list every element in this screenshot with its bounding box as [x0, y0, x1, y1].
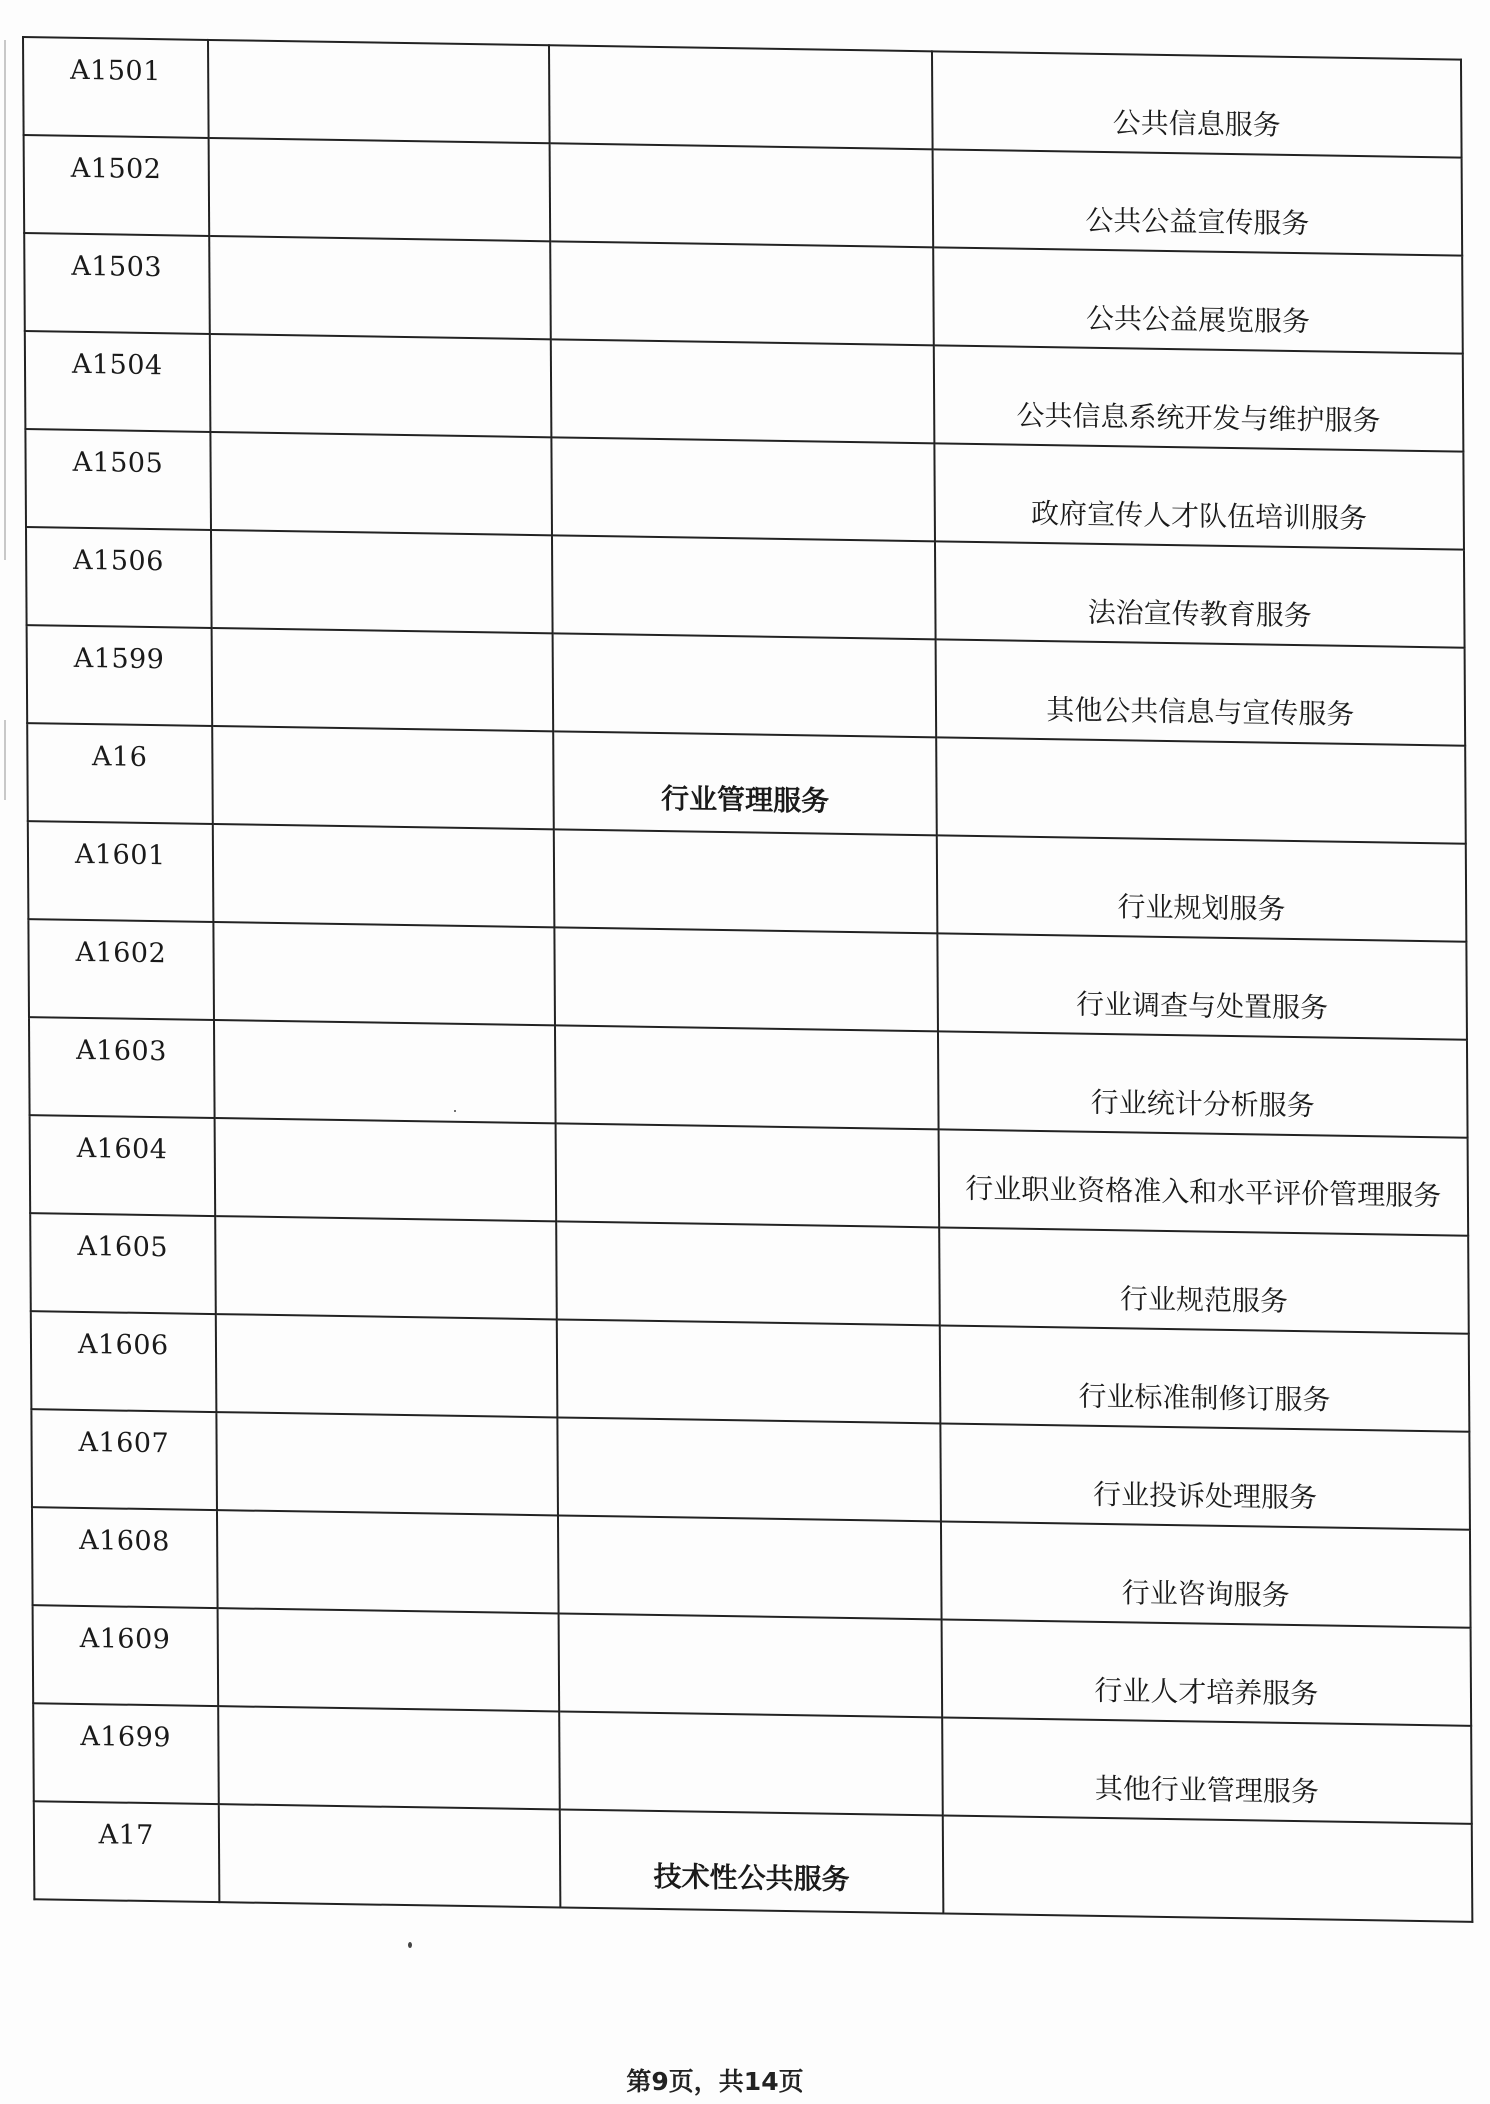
code-cell — [31, 1311, 216, 1412]
code-text: A1606 — [77, 1328, 169, 1361]
code-text: A1609 — [79, 1622, 171, 1655]
level2-cell — [552, 535, 935, 639]
level3-text: 其他公共信息与宣传服务 — [1046, 693, 1355, 731]
code-text: A1608 — [79, 1524, 170, 1557]
code-text: A1505 — [72, 446, 164, 479]
level2-cell — [555, 927, 938, 1031]
level3-cell — [933, 247, 1463, 353]
code-text: A1601 — [74, 838, 166, 871]
empty-cell — [218, 1804, 560, 1907]
level2-cell — [553, 731, 936, 835]
level3-cell — [938, 1129, 1468, 1235]
catalog-table — [22, 36, 1473, 1923]
level3-text: 公共信息服务 — [1112, 106, 1281, 142]
code-cell — [28, 919, 213, 1020]
code-cell — [25, 331, 210, 432]
code-text: A1603 — [76, 1034, 167, 1067]
code-cell — [34, 1801, 219, 1902]
code-cell — [32, 1507, 217, 1608]
empty-cell — [209, 236, 551, 339]
level3-cell — [936, 835, 1466, 941]
code-cell — [28, 821, 213, 922]
level2-cell — [557, 1319, 940, 1423]
level3-cell — [935, 639, 1465, 745]
code-cell — [33, 1703, 218, 1804]
level2-cell — [551, 339, 934, 443]
empty-cell — [215, 1314, 557, 1417]
scan-edge-mark — [4, 40, 6, 560]
level3-cell — [932, 149, 1462, 255]
level3-text: 法治宣传教育服务 — [1087, 595, 1312, 633]
empty-cell — [208, 138, 550, 241]
code-text: A1503 — [71, 250, 163, 283]
level2-cell — [559, 1613, 942, 1717]
code-text: A1599 — [73, 642, 165, 675]
level2-cell — [558, 1417, 941, 1521]
code-text: A16 — [91, 740, 148, 773]
code-cell — [30, 1115, 215, 1216]
page-number-text: 第9页，共14页 — [626, 2067, 804, 2096]
empty-cell — [217, 1510, 559, 1613]
level2-cell — [558, 1515, 941, 1619]
level2-text: 行业管理服务 — [660, 782, 830, 818]
code-cell — [30, 1213, 215, 1314]
level3-text: 公共公益宣传服务 — [1085, 203, 1310, 241]
page-footer — [0, 2062, 1490, 2098]
empty-cell — [211, 628, 553, 731]
level3-cell — [942, 1717, 1472, 1823]
level3-cell — [939, 1325, 1469, 1431]
level3-cell — [941, 1521, 1471, 1627]
level3-text: 政府宣传人才队伍培训服务 — [1030, 496, 1368, 536]
level3-cell — [942, 1815, 1472, 1921]
empty-cell — [213, 922, 555, 1025]
level3-text: 行业咨询服务 — [1121, 1576, 1290, 1612]
empty-cell — [210, 432, 552, 535]
empty-cell — [218, 1706, 560, 1809]
level3-text: 公共公益展览服务 — [1085, 301, 1311, 339]
level2-cell — [551, 241, 934, 345]
code-text: A1602 — [75, 936, 167, 969]
scan-edge-mark — [4, 720, 6, 800]
empty-cell — [209, 334, 551, 437]
code-cell — [26, 527, 211, 628]
level2-cell — [549, 45, 932, 149]
level2-cell — [555, 1025, 938, 1129]
code-cell — [24, 135, 209, 236]
code-text: A1604 — [76, 1132, 168, 1165]
empty-cell — [217, 1608, 559, 1711]
level3-text: 行业调查与处置服务 — [1075, 987, 1329, 1025]
level3-cell — [940, 1423, 1470, 1529]
level3-cell — [936, 737, 1466, 843]
code-text: A1607 — [78, 1426, 170, 1459]
empty-cell — [208, 40, 550, 143]
level2-cell — [556, 1221, 939, 1325]
level3-text: 其他行业管理服务 — [1094, 1771, 1319, 1809]
level3-text: 公共信息系统开发与维护服务 — [1016, 398, 1381, 438]
code-text: A1502 — [70, 152, 162, 185]
level2-text: 技术性公共服务 — [653, 1859, 850, 1897]
level3-cell — [933, 345, 1463, 451]
code-cell — [31, 1409, 216, 1510]
level3-cell — [939, 1227, 1469, 1333]
code-cell — [33, 1605, 218, 1706]
level2-cell — [552, 437, 935, 541]
level3-cell — [937, 933, 1467, 1039]
empty-cell — [212, 726, 554, 829]
level2-cell — [554, 829, 937, 933]
level3-cell — [932, 51, 1462, 157]
level3-cell — [938, 1031, 1468, 1137]
code-cell — [24, 233, 209, 334]
code-text: A17 — [98, 1818, 155, 1851]
empty-cell — [214, 1118, 556, 1221]
empty-cell — [212, 824, 554, 927]
code-cell — [25, 429, 210, 530]
code-text: A1605 — [77, 1230, 169, 1263]
level3-text: 行业规范服务 — [1119, 1282, 1288, 1318]
level3-text: 行业投诉处理服务 — [1092, 1477, 1318, 1515]
level2-cell — [553, 633, 936, 737]
code-cell — [27, 723, 212, 824]
empty-cell — [211, 530, 553, 633]
level3-text: 行业标准制修订服务 — [1078, 1379, 1331, 1417]
level3-cell — [935, 541, 1465, 647]
code-text: A1699 — [80, 1720, 172, 1753]
empty-cell — [215, 1216, 557, 1319]
level2-cell — [556, 1123, 939, 1227]
code-cell — [23, 37, 208, 138]
level3-text: 行业职业资格准入和水平评价管理服务 — [965, 1171, 1442, 1213]
level3-cell — [934, 443, 1464, 549]
empty-cell — [214, 1020, 556, 1123]
catalog-table-wrap — [22, 36, 1490, 2039]
catalog-table-body — [23, 37, 1472, 1922]
level3-cell — [941, 1619, 1471, 1725]
code-cell — [27, 625, 212, 726]
code-text: A1506 — [73, 544, 164, 577]
level2-cell — [560, 1809, 943, 1913]
level3-text: 行业人才培养服务 — [1094, 1673, 1319, 1711]
empty-cell — [216, 1412, 558, 1515]
level2-cell — [559, 1711, 942, 1815]
level2-cell — [550, 143, 933, 247]
code-text: A1504 — [71, 348, 163, 381]
code-cell — [29, 1017, 214, 1118]
level3-text: 行业统计分析服务 — [1090, 1085, 1315, 1123]
code-text: A1501 — [70, 54, 161, 87]
level3-text: 行业规划服务 — [1117, 890, 1286, 926]
